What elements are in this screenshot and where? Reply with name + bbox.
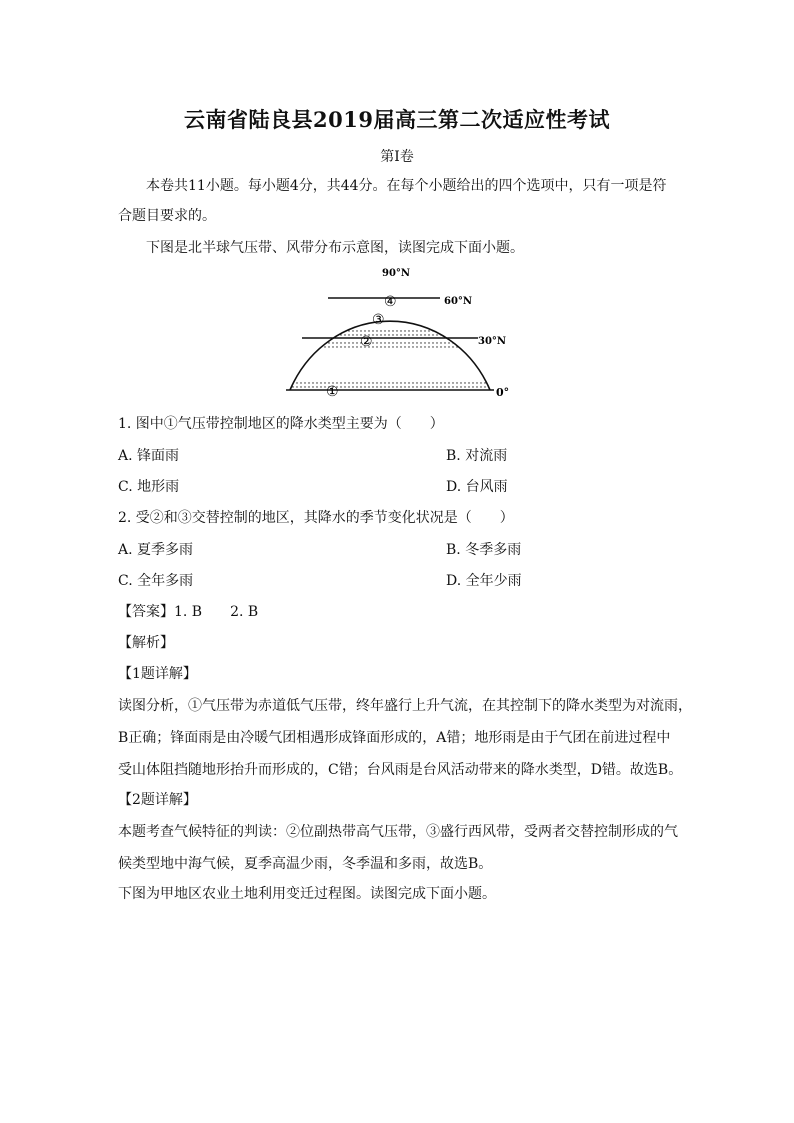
instruction-line-2: 合题目要求的。 xyxy=(118,208,216,224)
answer-line: 【答案】1. B 2. B xyxy=(118,604,259,620)
detail-2-heading: 【2题详解】 xyxy=(118,792,197,808)
section-heading: 第Ⅰ卷 xyxy=(380,149,414,165)
detail-2-line-1: 本题考查气候特征的判读：②位副热带高气压带，③盛行西风带，受两者交替控制形成的气 xyxy=(118,824,678,840)
next-question-intro: 下图为甲地区农业土地利用变迁过程图。读图完成下面小题。 xyxy=(118,886,496,902)
detail-1-heading: 【1题详解】 xyxy=(118,666,197,682)
marker-1: ① xyxy=(326,384,339,400)
page-title: 云南省陆良县2019届高三第二次适应性考试 xyxy=(184,107,610,132)
question-2-option-c: C. 全年多雨 xyxy=(118,573,194,589)
question-2-option-a: A. 夏季多雨 xyxy=(118,542,194,558)
question-1-option-d: D. 台风雨 xyxy=(446,479,508,495)
detail-2-line-2: 候类型地中海气候，夏季高温少雨，冬季温和多雨，故选B。 xyxy=(118,856,493,872)
label-30n: 30°N xyxy=(478,336,507,347)
question-1-option-c: C. 地形雨 xyxy=(118,479,180,495)
question-intro: 下图是北半球气压带、风带分布示意图，读图完成下面小题。 xyxy=(146,240,524,256)
question-1-option-b: B. 对流雨 xyxy=(446,448,508,464)
detail-1-line-2: B正确；锋面雨是由冷暖气团相遇形成锋面形成的，A错；地形雨是由于气团在前进过程中 xyxy=(118,730,671,746)
subpolar-low-band xyxy=(280,290,520,298)
instruction-line-1: 本卷共11小题。每小题4分，共44分。在每个小题给出的四个选项中，只有一项是符 xyxy=(146,178,667,194)
question-2-option-b: B. 冬季多雨 xyxy=(446,542,522,558)
label-60n: 60°N xyxy=(444,296,473,307)
question-2-option-d: D. 全年少雨 xyxy=(446,573,522,589)
analysis-heading: 【解析】 xyxy=(118,635,174,651)
question-2-stem: 2. 受②和③交替控制的地区，其降水的季节变化状况是（ ） xyxy=(118,510,514,526)
label-90n: 90°N xyxy=(382,268,411,279)
label-0: 0° xyxy=(496,386,510,399)
subtropical-high-band-upper xyxy=(280,328,520,336)
question-1-option-a: A. 锋面雨 xyxy=(118,448,180,464)
pressure-belt-diagram xyxy=(280,262,520,402)
equatorial-low-band xyxy=(280,380,520,390)
marker-4: ④ xyxy=(384,294,397,310)
question-1-stem: 1. 图中①气压带控制地区的降水类型主要为（ ） xyxy=(118,416,444,432)
marker-3: ③ xyxy=(372,312,385,328)
detail-1-line-1: 读图分析，①气压带为赤道低气压带，终年盛行上升气流，在其控制下的降水类型为对流雨， xyxy=(118,698,692,714)
marker-2: ② xyxy=(360,334,373,350)
detail-1-line-3: 受山体阻挡随地形抬升而形成的，C错；台风雨是台风活动带来的降水类型，D错。故选B。 xyxy=(118,762,683,778)
